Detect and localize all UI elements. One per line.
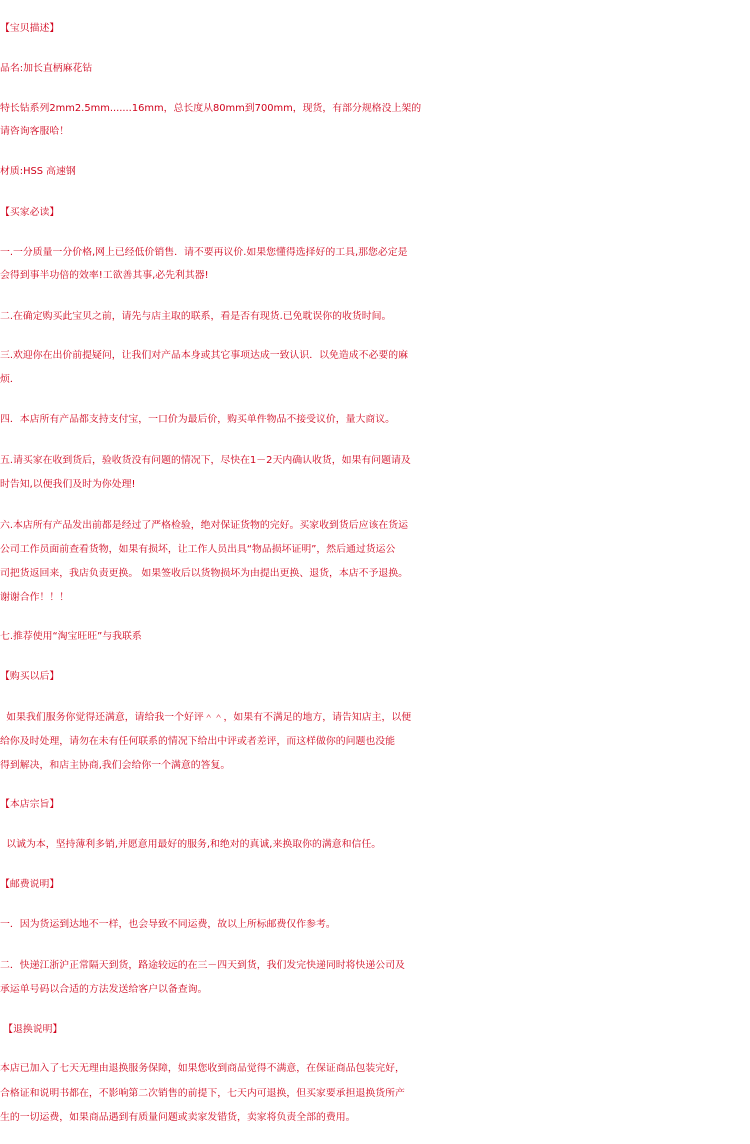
purpose-line-1: 以诚为本，坚持薄利多销,并愿意用最好的服务,和绝对的真诚,来换取你的满意和信任。 [0,839,382,850]
shipping-item-1: 一．因为货运到达地不一样，也会导致不同运费，故以上所标邮费仅作参考。 [0,919,336,930]
returns-line-2: 合格证和说明书都在，不影响第二次销售的前提下，七天内可退换，但买家要承担退换货所产 [0,1088,405,1099]
section-heading-purpose: 【本店宗旨】 [0,799,60,810]
shipping-item-2-line-1: 二．快递江浙沪正常隔天到货，路途较远的在三－四天到货，我们发完快递同时将快递公司及 [0,960,405,971]
after-purchase-line-1: 如果我们服务你觉得还满意，请给我一个好评＾＾，如果有不满足的地方，请告知店主，以便 [0,712,412,723]
series-text-line-1: 特长钻系列2mm2.5mm.......16mm，总长度从80mm到700mm，现货，有部分规格没上架的 [0,103,422,114]
after-purchase-line-3: 得到解决，和店主协商,我们会给你一个满意的答复。 [0,760,231,771]
notice-item-5-line-2: 时告知,以便我们及时为你处理! [0,479,136,490]
notice-item-3-line-2: 烦． [0,374,20,385]
notice-item-3-line-1: 三.欢迎你在出价前提疑问，让我们对产品本身或其它事项达成一致认识．以免造成不必要的麻 [0,350,409,361]
after-purchase-line-2: 给你及时处理，请勿在未有任何联系的情况下给出中评或者差评，而这样做你的问题也没能 [0,736,396,747]
series-text-line-2: 请咨询客服哈！ [0,126,70,137]
section-heading-shipping: 【邮费说明】 [0,879,60,890]
returns-line-1: 本店已加入了七天无理由退换服务保障，如果您收到商品觉得不满意，在保证商品包装完好， [0,1063,405,1074]
section-heading-returns: 【退换说明】 [0,1024,63,1035]
section-heading-after-purchase: 【购买以后】 [0,671,60,682]
notice-item-5-line-1: 五.请买家在收到货后，验收货没有问题的情况下，尽快在1－2天内确认收货，如果有问题请及 [0,455,411,466]
product-name: 品名:加长直柄麻花钻 [0,63,93,74]
notice-item-2: 二.在确定购买此宝贝之前，请先与店主取的联系，看是否有现货.已免耽误你的收货时间。 [0,311,392,322]
notice-item-4: 四．本店所有产品都支持支付宝，一口价为最后价，购买单件物品不接受议价，量大商议。 [0,414,396,425]
section-heading-description: 【宝贝描述】 [0,23,60,34]
section-heading-buyer-notice: 【买家必读】 [0,207,60,218]
notice-item-6-line-3: 司把货返回来，我店负责更换。 如果签收后以货物损坏为由提出更换、退货，本店不予退换。 [0,568,409,579]
notice-item-1-line-2: 会得到事半功倍的效率!工欲善其事,必先利其器! [0,270,209,281]
material-text: 材质:HSS 高速钢 [0,166,76,177]
notice-item-6-line-1: 六.本店所有产品发出前都是经过了严格检验，绝对保证货物的完好。买家收到货后应该在货运 [0,520,409,531]
notice-item-6-line-4: 谢谢合作！！！ [0,592,70,603]
notice-item-1-line-1: 一.一分质量一分价格,网上已经低价销售．请不要再议价.如果您懂得选择好的工具,那您必定是 [0,247,408,258]
notice-item-7: 七.推荐使用“淘宝旺旺”与我联系 [0,631,142,642]
shipping-item-2-line-2: 承运单号码以合适的方法发送给客户以备查询。 [0,984,208,995]
notice-item-6-line-2: 公司工作员面前查看货物，如果有损坏，让工作人员出具“物品损坏证明”，然后通过货运公 [0,544,396,555]
returns-line-3: 生的一切运费，如果商品遇到有质量问题或卖家发错货，卖家将负责全部的费用。 [0,1112,356,1123]
